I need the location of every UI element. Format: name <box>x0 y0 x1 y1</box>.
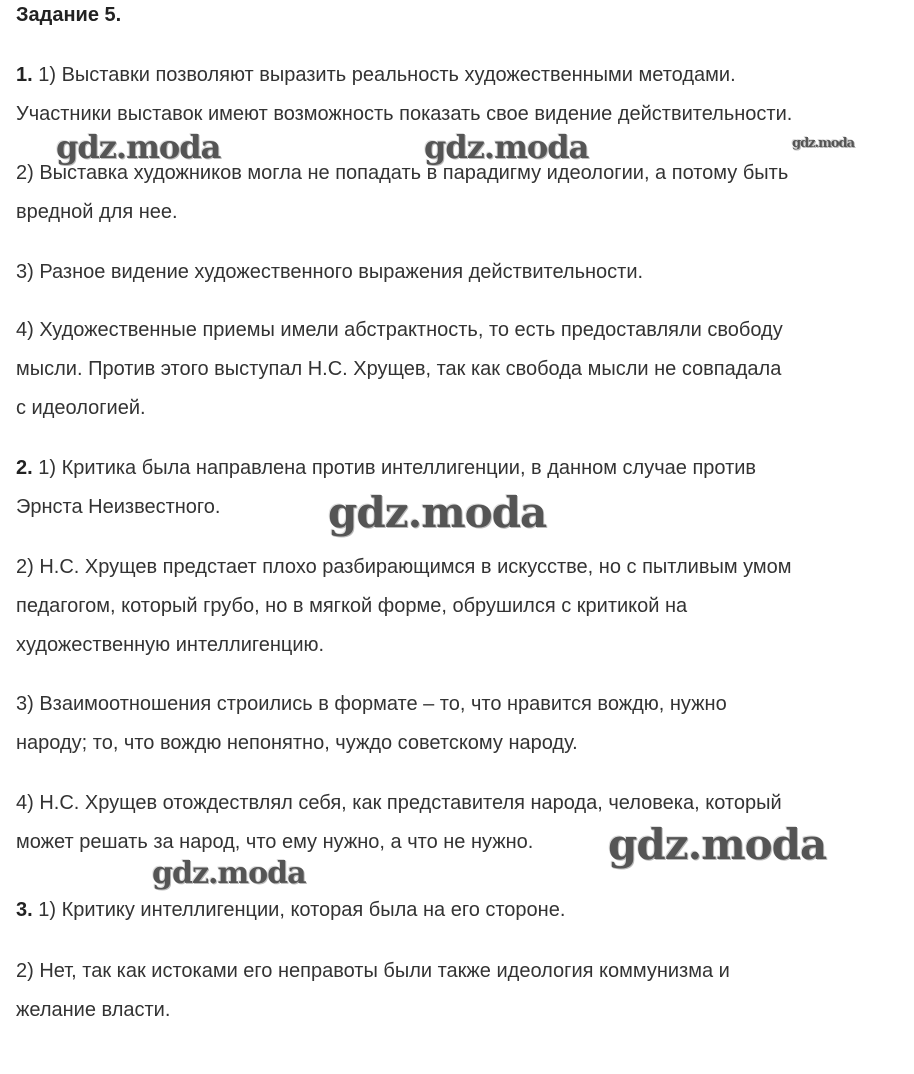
section-number: 1. <box>16 64 33 86</box>
text-line: вредной для нее. <box>16 201 178 223</box>
watermark: gdz.moda <box>792 136 855 151</box>
text-line: может решать за народ, что ему нужно, а что не нужно. <box>16 831 534 853</box>
text-line: с идеологией. <box>16 397 146 419</box>
watermark: gdz.moda <box>608 820 827 869</box>
text-line: 2. 1) Критика была направлена против интеллигенции, в данном случае против <box>16 457 757 479</box>
answer-1-3 <box>16 253 906 292</box>
text-line: желание власти. <box>16 999 171 1021</box>
text-line: художественную интеллигенцию. <box>16 634 325 656</box>
answer-1-1 <box>16 56 906 134</box>
text-line: 2) Нет, так как истоками его неправоты были также идеология коммунизма и <box>16 960 730 982</box>
watermark: gdz.moda <box>424 128 589 166</box>
text-line: 2) Выставка художников могла не попадать в парадигму идеологии, а потому быть <box>16 162 789 184</box>
text-line: 4) Художественные приемы имели абстрактность, то есть предоставляли свободу <box>16 319 783 341</box>
text-line: 2) Н.С. Хрущев предстает плохо разбирающимся в искусстве, но с пытливым умом <box>16 556 792 578</box>
answer-2-2 <box>16 548 906 665</box>
answer-3-1 <box>16 891 906 930</box>
text-line: 3) Разное видение художественного выражения действительности. <box>16 261 644 283</box>
text-line: мысли. Против этого выступал Н.С. Хрущев, так как свобода мысли не совпадала <box>16 358 782 380</box>
text-line: 4) Н.С. Хрущев отождествлял себя, как представителя народа, человека, который <box>16 792 782 814</box>
section-number: 2. <box>16 457 33 479</box>
text-line: педагогом, который грубо, но в мягкой форме, обрушился с критикой на <box>16 595 688 617</box>
answer-1-4 <box>16 311 906 428</box>
text-line: Участники выставок имеют возможность показать свое видение действительности. <box>16 103 793 125</box>
section-number: 3. <box>16 899 33 921</box>
text-line: Эрнста Неизвестного. <box>16 496 221 518</box>
text-line: 3. 1) Критику интеллигенции, которая была на его стороне. <box>16 899 566 921</box>
watermark: gdz.moda <box>152 856 306 891</box>
text-line: 1. 1) Выставки позволяют выразить реальность художественными методами. <box>16 64 736 86</box>
watermark: gdz.moda <box>56 128 221 166</box>
page-title: Задание 5. <box>16 4 122 26</box>
answer-3-2 <box>16 952 906 1030</box>
text-line: 3) Взаимоотношения строились в формате – то, что нравится вождю, нужно <box>16 693 727 715</box>
text-line: народу; то, что вождю непонятно, чуждо советскому народу. <box>16 732 578 754</box>
watermark: gdz.moda <box>328 488 547 537</box>
answer-2-3 <box>16 685 906 763</box>
